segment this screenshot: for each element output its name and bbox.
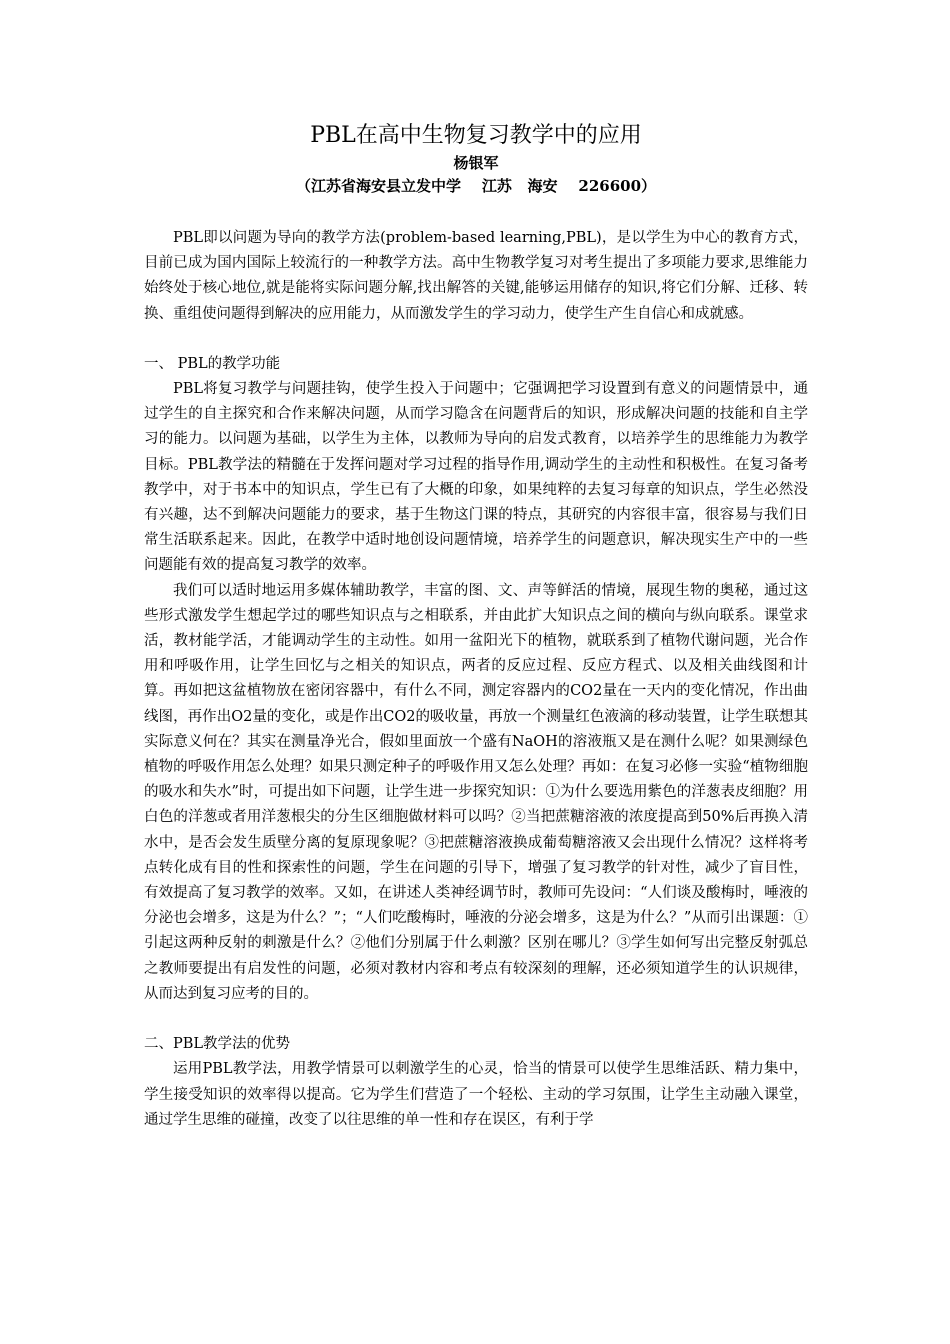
section-1-paragraph-1: PBL将复习教学与问题挂钩，使学生投入于问题中；它强调把学习设置到有意义的问题情景中，通过学生的自主探究和合作来解决问题，从而学习隐含在问题背后的知识，形成解决问题的技能和自主学习的能力。以问题为基础，以学生为主体，以教师为导向的启发式教育，以培养学生的思维能力为教学目标。PBL教学法的精髓在于发挥问题对学习过程的指导作用,调动学生的主动性和积极性。在复习备考教学中，对于书本中的知识点，学生已有了大概的印象，如果纯粹的去复习每章的知识点，学生必然没有兴趣，达不到解决问题能力的要求，基于生物这门课的特点，其研究的内容很丰富，很容易与我们日常生活联系起来。因此，在教学中适时地创设问题情境，培养学生的问题意识，解决现实生产中的一些问题能有效的提高复习教学的效率。 — [144, 381, 808, 574]
section-2-paragraph-1: 运用PBL教学法，用教学情景可以刺激学生的心灵，恰当的情景可以使学生思维活跃、精力集中，学生接受知识的效率得以提高。它为学生们营造了一个轻松、主动的学习氛围，让学生主动融入课堂，通过学生思维的碰撞，改变了以往思维的单一性和存在误区，有利于学 — [144, 1061, 808, 1128]
section-heading-2: 二、PBL教学法的优势 — [144, 1036, 291, 1053]
intro-paragraph: PBL即以问题为导向的教学方法(problem-based learning,PBL)，是以学生为中心的教育方式，目前已成为国内国际上较流行的一种教学方法。高中生物教学复习对考生提出了多项能力要求,思维能力始终处于核心地位,就是能将实际问题分解,找出解答的关键,能够运用储存的知识,将它们分解、迁移、转换、重组使问题得到解决的应用能力，从而激发学生的学习动力，使学生产生自信心和成就感。 — [144, 230, 808, 322]
document-title: PBL在高中生物复习教学中的应用 — [310, 123, 642, 148]
author-affiliation: （江苏省海安县立发中学 江苏 海安 226600） — [295, 177, 657, 195]
document-page — [144, 120, 808, 1133]
author-name: 杨银军 — [453, 154, 499, 172]
section-heading-1: 一、 PBL的教学功能 — [144, 355, 281, 372]
section-1-paragraph-2: 我们可以适时地运用多媒体辅助教学，丰富的图、文、声等鲜活的情境，展现生物的奥秘，通过这些形式激发学生想起学过的哪些知识点与之相联系，并由此扩大知识点之间的横向与纵向联系。课堂求活，教材能学活，才能调动学生的主动性。如用一盆阳光下的植物，就联系到了植物代谢问题，光合作用和呼吸作用，让学生回忆与之相关的知识点，两者的反应过程、反应方程式、以及相关曲线图和计算。再如把这盆植物放在密闭容器中，有什么不同，测定容器内的CO2量在一天内的变化情况，作出曲线图，再作出O2量的变化，或是作出CO2的吸收量，再放一个测量红色液滴的移动装置，让学生联想其实际意义何在？其实在测量净光合，假如里面放一个盛有NaOH的溶液瓶又是在测什么呢？如果测绿色植物的呼吸作用怎么处理？如果只测定种子的呼吸作用又怎么处理？再如：在复习必修一实验“植物细胞的吸水和失水”时，可提出如下问题，让学生进一步探究知识：①为什么要选用紫色的洋葱表皮细胞？用白色的洋葱或者用洋葱根尖的分生区细胞做材料可以吗？②当把蔗糖溶液的浓度提高到50%后再换入清水中，是否会发生质壁分离的复原现象呢？③把蔗糖溶液换成葡萄糖溶液又会出现什么情况？这样将考点转化成有目的性和探索性的问题，学生在问题的引导下，增强了复习教学的针对性，减少了盲目性，有效提高了复习教学的效率。又如，在讲述人类神经调节时，教师可先设问：“人们谈及酸梅时，唾液的分泌也会增多，这是为什么？”；“人们吃酸梅时，唾液的分泌会增多，这是为什么？”从而引出课题：①引起这两种反射的刺激是什么？②他们分别属于什么刺激？区别在哪儿？③学生如何写出完整反射弧总之教师要提出有启发性的问题，必须对教材内容和考点有较深刻的理解，还必须知道学生的认识规律，从而达到复习应考的目的。 — [144, 582, 808, 1002]
